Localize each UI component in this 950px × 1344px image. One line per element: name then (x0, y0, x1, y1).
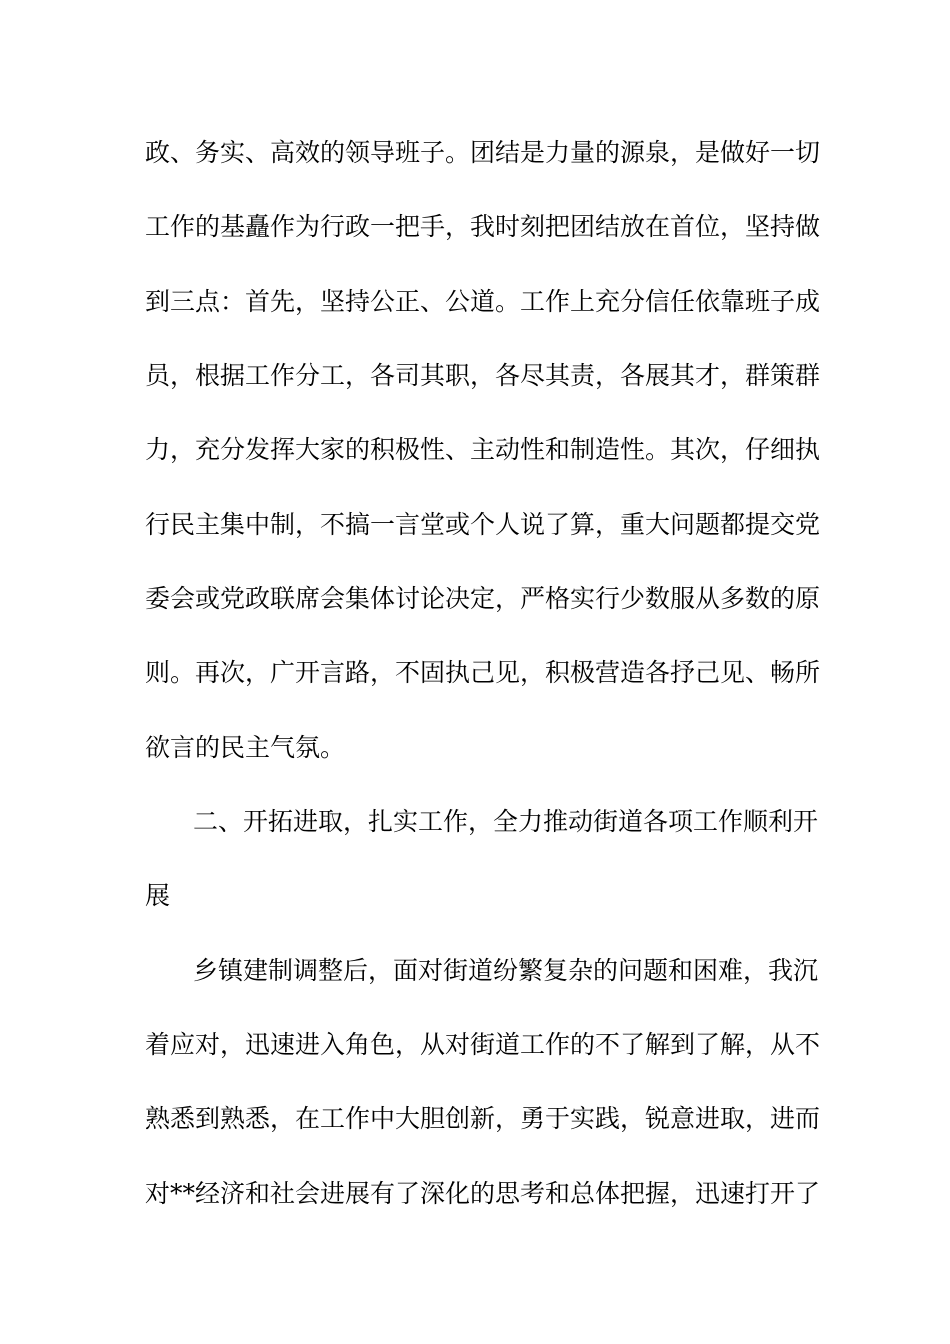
paragraph-line: 熟悉到熟悉，在工作中大胆创新，勇于实践，锐意进取，进而 (145, 1104, 821, 1133)
paragraph-line: 政、务实、高效的领导班子。团结是力量的源泉，是做好一切 (145, 138, 821, 167)
paragraph-line: 工作的基矗作为行政一把手，我时刻把团结放在首位，坚持做 (145, 212, 821, 241)
paragraph-line: 到三点：首先，坚持公正、公道。工作上充分信任依靠班子成 (145, 287, 821, 316)
paragraph-line: 着应对，迅速进入角色，从对街道工作的不了解到了解，从不 (145, 1030, 821, 1059)
paragraph-line: 则。再次，广开言路，不固执己见，积极营造各抒己见、畅所 (145, 658, 821, 687)
paragraph-line: 委会或党政联席会集体讨论决定，严格实行少数服从多数的原 (145, 584, 821, 613)
paragraph-line: 欲言的民主气氛。 (145, 733, 346, 762)
section-heading-line: 展 (145, 881, 171, 910)
paragraph-line: 员，根据工作分工，各司其职，各尽其责，各展其才，群策群 (145, 361, 821, 390)
section-heading-line: 二、开拓进取，扎实工作，全力推动街道各项工作顺利开 (193, 807, 819, 836)
paragraph-line: 对**经济和社会进展有了深化的思考和总体把握，迅速打开了 (145, 1179, 821, 1208)
paragraph-line: 力，充分发挥大家的积极性、主动性和制造性。其次，仔细执 (145, 435, 821, 464)
paragraph-line: 乡镇建制调整后，面对街道纷繁复杂的问题和困难，我沉 (193, 956, 819, 985)
paragraph-line: 行民主集中制，不搞一言堂或个人说了算，重大问题都提交党 (145, 510, 821, 539)
